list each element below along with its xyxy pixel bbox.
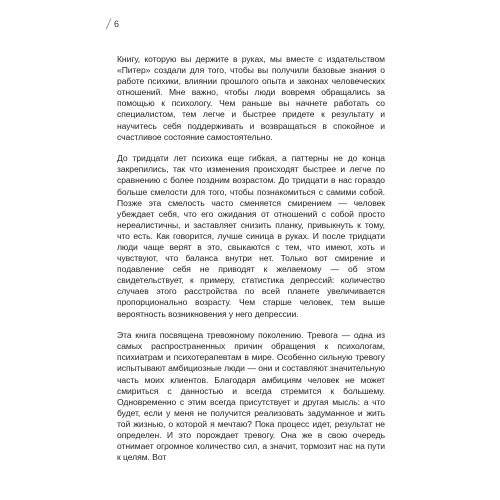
body-text [117, 54, 385, 474]
paragraph-3: Эта книга посвящена тревожному поколению. Тревога — одна из самых распространенных причин обращения к психологам, психиатрам и психотерапевтам в мире. Особенно сильную тревогу испытывают амбициозные люди — они и составляют значительную часть моих клиентов. Благодаря амбициям человек не может смириться с данностью и всегда стремится к большему. Одновременно с этим всегда присутствует и другая мысль: а что будет, если у меня не получится реализовать задуманное и жить той жизнью, о которой я мечтаю? Пока процесс идет, результат не определен. И это порождает тревогу. Она же в свою очередь отнимает огромное количество сил, а значит, тормозит нас на пути к целям. Вот [117, 330, 385, 463]
page-number-text: 6 [114, 19, 120, 29]
page-number-slash [106, 18, 112, 29]
paragraph-1: Книгу, которую вы держите в руках, мы вместе с издательством «Питер» создали для того, чтобы вы получили базовые знания о работе психики, влиянии прошлого опыта и законах человеческих отношений. Мне важно, чтобы люди вовремя обращались за помощью к психологу. Чем раньше вы начнете работать со специалистом, тем легче и быстрее придете к результату и научитесь себя поддерживать и возвращаться в спокойное и счастливое состояние самостоятельно. [117, 54, 385, 142]
paragraph-2: До тридцати лет психика еще гибкая, а паттерны не до конца закрепились, так что изменения происходят быстрее и легче по сравнению с более поздним возрастом. До тридцати в нас гораздо больше смелости для того, чтобы познакомиться с самими собой. Позже эта смелость часто сменяется смирением — человек убеждает себя, что его ожидания от отношений с собой просто нереалистичны, и заставляет снизить планку, привыкнуть к тому, что есть. Как говорится, лучше синица в руках. И после тридцати люди чаще верят в это, свыкаются с тем, что имеют, хоть и чувствуют, что баланса внутри нет. Только вот смирение и подавление себя не приводят к желаемому — об этом свидетельствует, к примеру, статистика депрессий: количество случаев этого расстройства по всей планете увеличивается пропорционально возрасту. Чем старше человек, тем выше вероятность возникновения у него депрессии. [117, 153, 385, 319]
page-number [108, 18, 119, 30]
